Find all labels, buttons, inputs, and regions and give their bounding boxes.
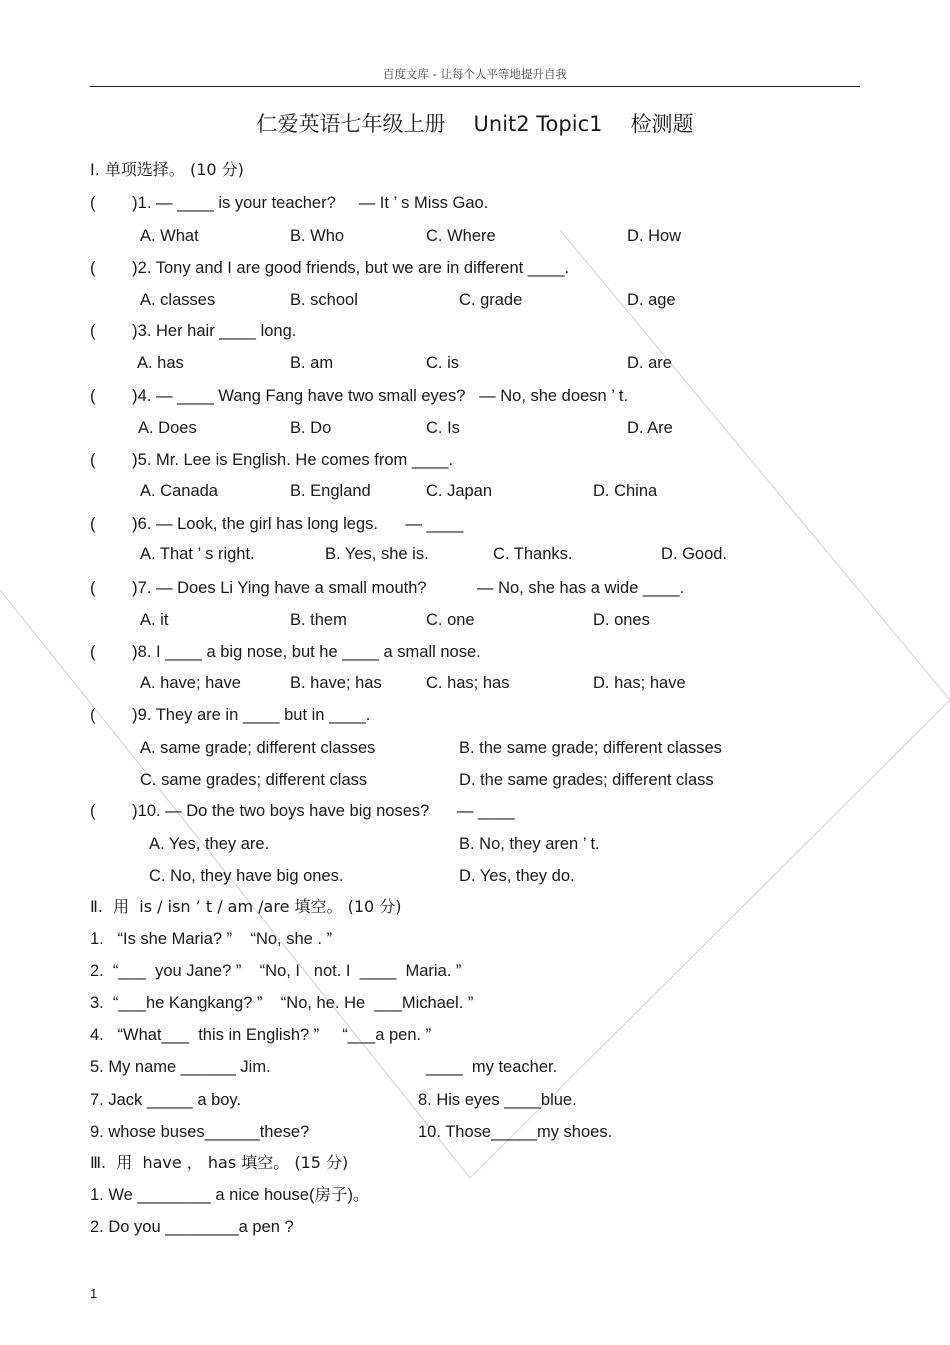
question-6-option-b: B. Yes, she is. bbox=[325, 545, 429, 563]
header-rule bbox=[90, 86, 860, 87]
question-8-option-b: B. have; has bbox=[290, 674, 382, 692]
fill-item-9: 9. whose buses______these? bbox=[90, 1123, 310, 1141]
title-part-2: Unit2 Topic1 bbox=[473, 112, 603, 136]
question-8-option-a: A. have; have bbox=[140, 674, 241, 692]
question-2-option-c: C. grade bbox=[459, 291, 523, 309]
question-1-stem: ( )1. — ____ is your teacher? — It ’ s Miss Gao. bbox=[90, 194, 489, 212]
question-9-option-b: B. the same grade; different classes bbox=[459, 739, 722, 757]
question-4-stem: ( )4. — ____ Wang Fang have two small eyes? — No, she doesn ’ t. bbox=[90, 387, 629, 405]
question-9-option-c: C. same grades; different class bbox=[140, 771, 368, 789]
section-2-heading: Ⅱ. 用 is / isn ’ t / am /are 填空。 (10 分) bbox=[90, 897, 402, 916]
question-1-option-a: A. What bbox=[140, 227, 199, 245]
question-5-option-c: C. Japan bbox=[426, 482, 493, 500]
question-3-option-d: D. are bbox=[627, 354, 672, 372]
question-4-option-a: A. Does bbox=[138, 419, 197, 437]
fill-item-8: 8. His eyes ____blue. bbox=[418, 1091, 577, 1109]
question-1-option-c: C. Where bbox=[426, 227, 496, 245]
question-5-option-b: B. England bbox=[290, 482, 371, 500]
question-2-stem: ( )2. Tony and I are good friends, but we are in different ____. bbox=[90, 259, 570, 277]
question-8-option-c: C. has; has bbox=[426, 674, 510, 692]
question-10-option-d: D. Yes, they do. bbox=[459, 867, 575, 885]
question-10-option-b: B. No, they aren ’ t. bbox=[459, 835, 600, 853]
fill-item-2: 2. “___ you Jane? ” “No, I not. I ____ Maria. ” bbox=[90, 962, 462, 980]
section-1-heading: Ⅰ. 单项选择。 (10 分) bbox=[90, 160, 244, 179]
question-10-option-a: A. Yes, they are. bbox=[149, 835, 270, 853]
question-7-stem: ( )7. — Does Li Ying have a small mouth? — No, she has a wide ____. bbox=[90, 579, 685, 597]
question-6-option-a: A. That ’ s right. bbox=[140, 545, 255, 563]
page-number: 1 bbox=[90, 1286, 98, 1301]
title-part-3: 检测题 bbox=[630, 112, 694, 136]
question-2-option-b: B. school bbox=[290, 291, 358, 309]
fill-item-3: 3. “___he Kangkang? ” “No, he. He ___Michael. ” bbox=[90, 994, 474, 1012]
fill-item-1: 1. “Is she Maria? ” “No, she . ” bbox=[90, 930, 333, 948]
fill-item-7: 7. Jack _____ a boy. bbox=[90, 1091, 242, 1109]
have-has-item-1: 1. We ________ a nice house(房子)。 bbox=[90, 1186, 370, 1204]
question-9-option-a: A. same grade; different classes bbox=[140, 739, 376, 757]
page-header: 百度文库 - 让每个人平等地提升自我 bbox=[383, 67, 567, 81]
question-5-stem: ( )5. Mr. Lee is English. He comes from ____. bbox=[90, 451, 454, 469]
question-2-option-d: D. age bbox=[627, 291, 676, 309]
question-5-option-d: D. China bbox=[593, 482, 658, 500]
question-6-option-d: D. Good. bbox=[661, 545, 728, 563]
question-6-option-c: C. Thanks. bbox=[493, 545, 573, 563]
fill-item-4: 4. “What___ this in English? ” “___a pen. ” bbox=[90, 1026, 432, 1044]
fill-item-6: ____ my teacher. bbox=[426, 1058, 558, 1076]
have-has-item-2: 2. Do you ________a pen ? bbox=[90, 1218, 294, 1236]
question-3-option-b: B. am bbox=[290, 354, 334, 372]
question-10-stem: ( )10. — Do the two boys have big noses? — ____ bbox=[90, 802, 515, 820]
question-6-stem: ( )6. — Look, the girl has long legs. — ____ bbox=[90, 515, 464, 533]
question-3-option-a: A. has bbox=[137, 354, 184, 372]
question-3-stem: ( )3. Her hair ____ long. bbox=[90, 322, 297, 340]
title-part-1: 仁爱英语七年级上册 bbox=[256, 112, 446, 136]
section-3-heading: Ⅲ. 用 have ， has 填空。 (15 分) bbox=[90, 1153, 349, 1172]
fill-item-5: 5. My name ______ Jim. bbox=[90, 1058, 271, 1076]
question-8-stem: ( )8. I ____ a big nose, but he ____ a small nose. bbox=[90, 643, 481, 661]
question-7-option-c: C. one bbox=[426, 611, 475, 629]
question-3-option-c: C. is bbox=[426, 354, 459, 372]
question-7-option-a: A. it bbox=[140, 611, 169, 629]
question-9-stem: ( )9. They are in ____ but in ____. bbox=[90, 706, 371, 724]
question-4-option-b: B. Do bbox=[290, 419, 332, 437]
page-title bbox=[0, 108, 950, 138]
question-10-option-c: C. No, they have big ones. bbox=[149, 867, 344, 885]
fill-item-10: 10. Those_____my shoes. bbox=[418, 1123, 613, 1141]
question-1-option-d: D. How bbox=[627, 227, 682, 245]
question-5-option-a: A. Canada bbox=[140, 482, 218, 500]
question-8-option-d: D. has; have bbox=[593, 674, 686, 692]
question-7-option-d: D. ones bbox=[593, 611, 650, 629]
question-4-option-d: D. Are bbox=[627, 419, 673, 437]
question-9-option-d: D. the same grades; different class bbox=[459, 771, 714, 789]
question-1-option-b: B. Who bbox=[290, 227, 345, 245]
question-4-option-c: C. Is bbox=[426, 419, 460, 437]
question-2-option-a: A. classes bbox=[140, 291, 216, 309]
question-7-option-b: B. them bbox=[290, 611, 347, 629]
